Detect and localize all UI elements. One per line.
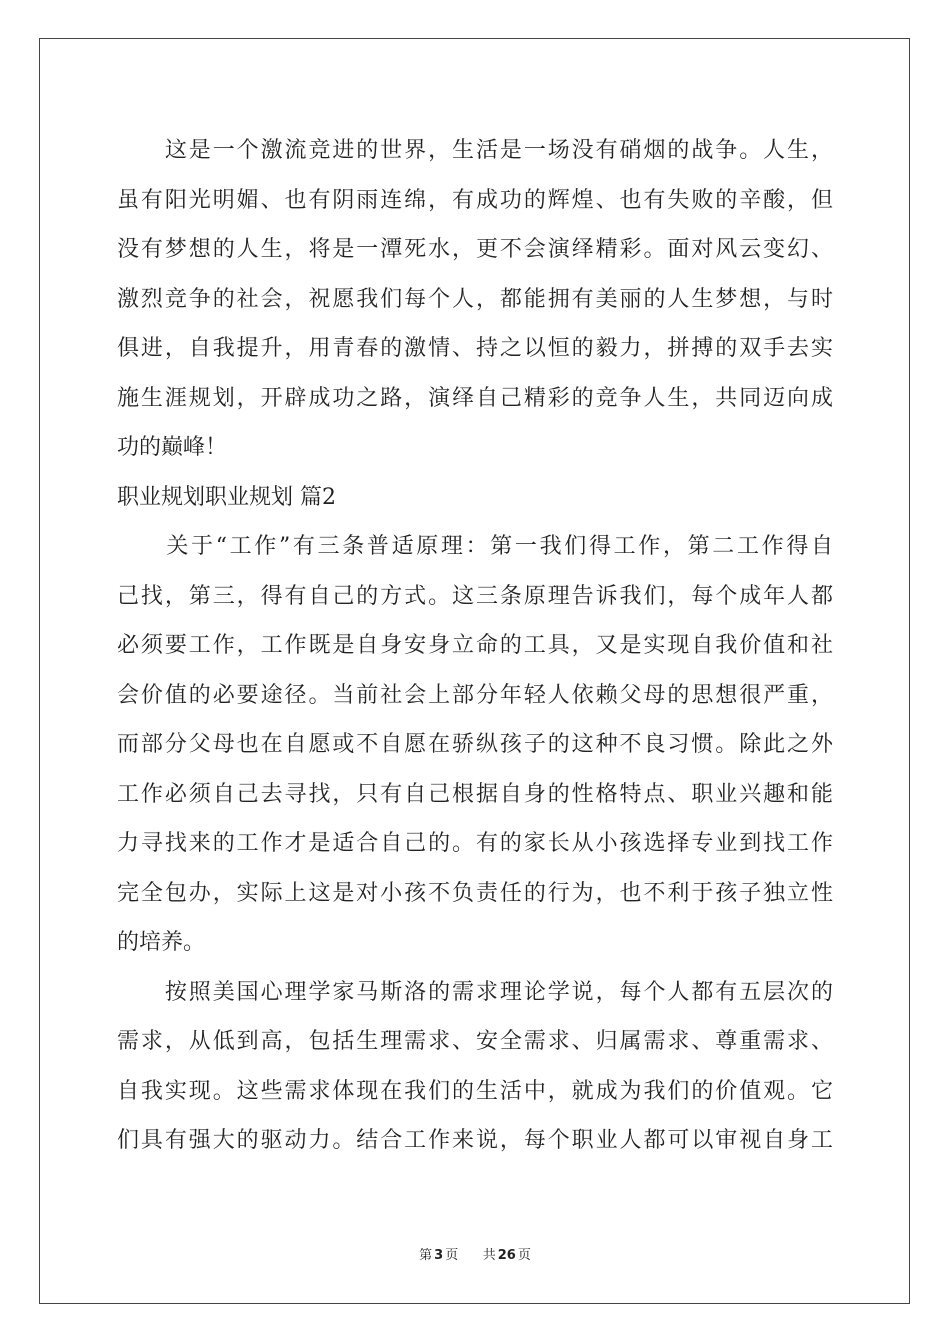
text-line: 完全包办，实际上这是对小孩不负责任的行为，也不利于孩子独立性 [117, 880, 833, 906]
text-line: 己找，第三，得有自己的方式。这三条原理告诉我们，每个成年人都 [117, 583, 833, 609]
text-line: 会价值的必要途径。当前社会上部分年轻人依赖父母的思想很严重， [117, 682, 833, 708]
text-line: 工作必须自己去寻找，只有自己根据自身的性格特点、职业兴趣和能 [117, 781, 833, 807]
page-number: 第 3 页 [419, 1248, 459, 1263]
text-line: 自我实现。这些需求体现在我们的生活中，就成为我们的价值观。它 [117, 1078, 833, 1104]
text-line: 力寻找来的工作才是适合自己的。有的家长从小孩选择专业到找工作 [117, 831, 833, 856]
paragraph [117, 968, 833, 1166]
text-line: 施生涯规划，开辟成功之路，演绎自己精彩的竞争人生，共同迈向成 [117, 385, 833, 411]
text-line: 需求，从低到高，包括生理需求、安全需求、归属需求、尊重需求、 [117, 1029, 833, 1054]
section-heading [117, 473, 833, 523]
text-line: 们具有强大的驱动力。结合工作来说，每个职业人都可以审视自身工 [117, 1128, 833, 1153]
paragraph [117, 522, 833, 968]
text-line: 按照美国心理学家马斯洛的需求理论学说，每个人都有五层次的 [117, 979, 833, 1005]
text-line: 功的巅峰！ [117, 435, 228, 460]
text-line: 必须要工作，工作既是自身安身立命的工具，又是实现自我价值和社 [117, 633, 833, 658]
text-line: 俱进，自我提升，用青春的激情、持之以恒的毅力，拼搏的双手去实 [117, 336, 833, 361]
total-pages: 共 26 页 [482, 1248, 531, 1263]
text-line: 这是一个激流竞进的世界，生活是一场没有硝烟的战争。人生， [117, 138, 833, 163]
text-line: 激烈竞争的社会，祝愿我们每个人，都能拥有美丽的人生梦想，与时 [117, 286, 833, 312]
text-line: 虽有阳光明媚、也有阴雨连绵，有成功的辉煌、也有失败的辛酸，但 [117, 187, 833, 213]
text-line: 而部分父母也在自愿或不自愿在骄纵孩子的这种不良习惯。除此之外 [117, 732, 833, 757]
text-line: 没有梦想的人生，将是一潭死水，更不会演绎精彩。面对风云变幻、 [117, 237, 833, 262]
text-line: 的培养。 [117, 930, 206, 955]
text-line: 关于“工作”有三条普适原理：第一我们得工作，第二工作得自 [117, 534, 833, 559]
page-footer [0, 1244, 950, 1263]
document-body [117, 126, 833, 1166]
paragraph [117, 126, 833, 473]
text-line: 职业规划职业规划 篇2 [117, 484, 336, 510]
